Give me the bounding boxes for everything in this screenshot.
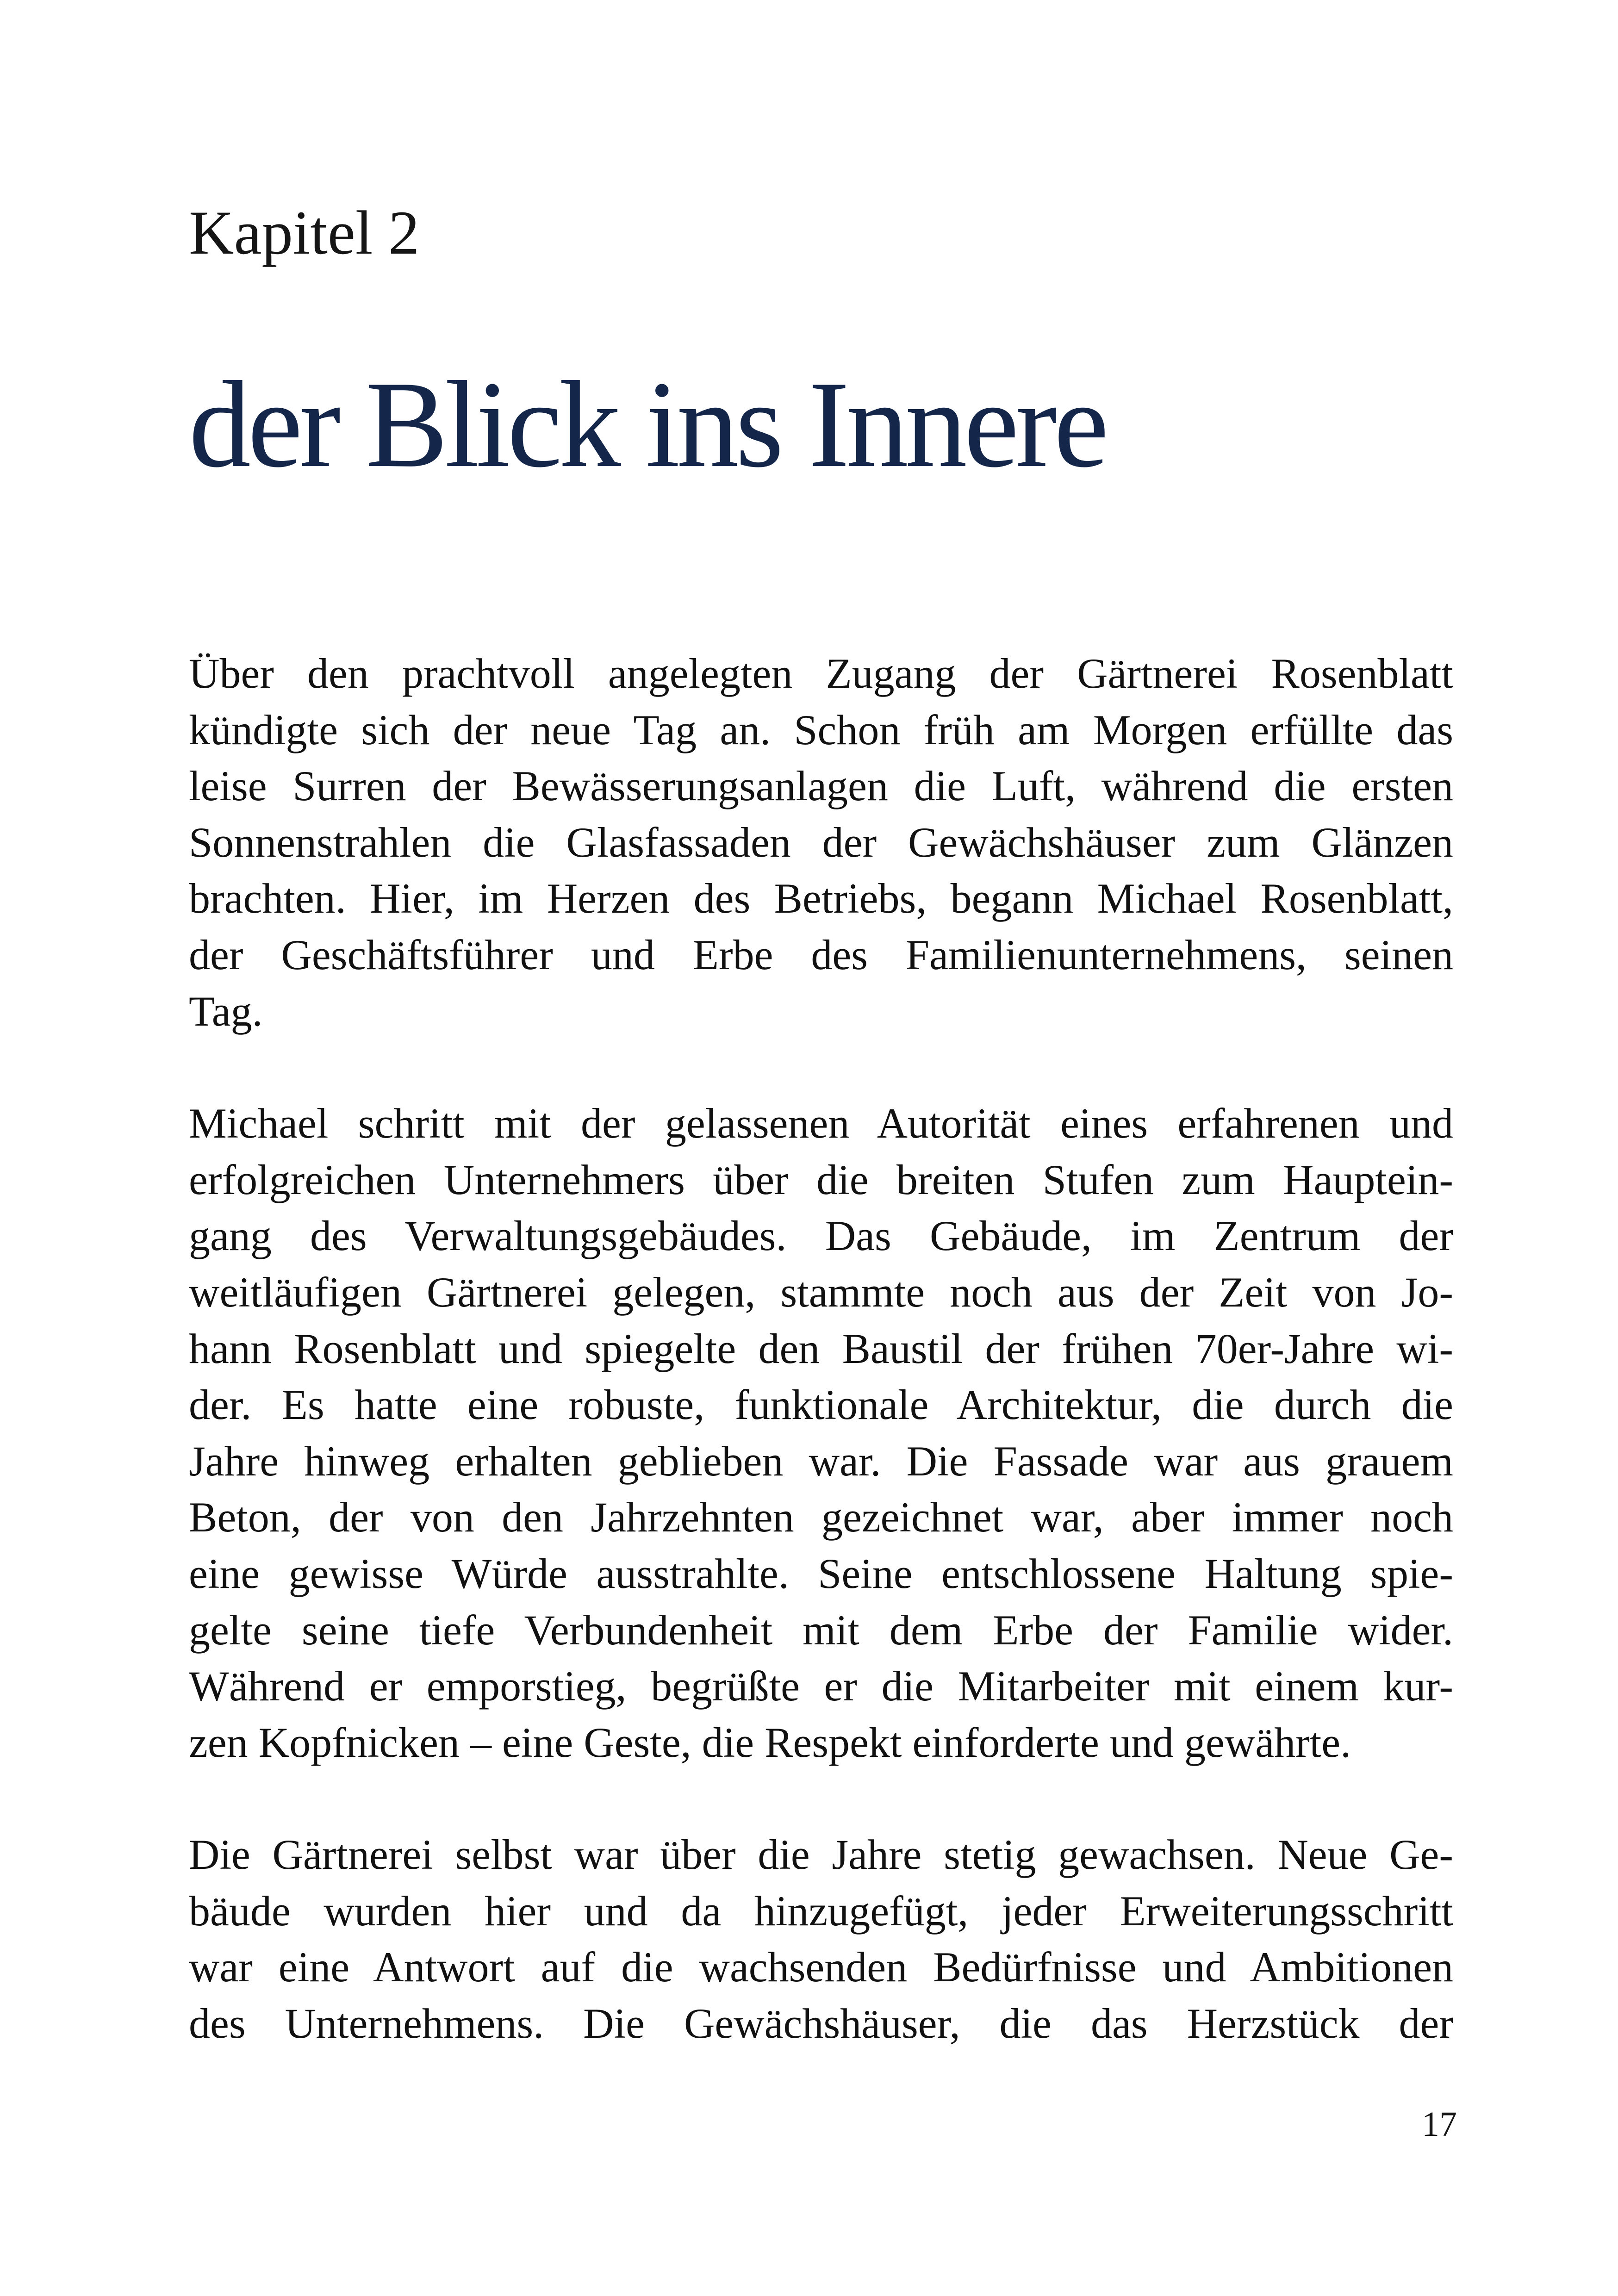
text-line: Beton, der von den Jahrzehnten gezeichnet war, aber immer noch — [189, 1493, 1453, 1541]
text-line: Die Gärtnerei selbst war über die Jahre stetig gewachsen. Neue Ge- — [189, 1831, 1453, 1879]
text-line: Jahre hinweg erhalten geblieben war. Die Fassade war aus grauem — [189, 1437, 1453, 1485]
text-line: bäude wurden hier und da hinzugefügt, jeder Erweiterungsschritt — [189, 1887, 1453, 1935]
paragraph-2 — [189, 1095, 1453, 1771]
text-line: gang des Verwaltungsgebäudes. Das Gebäude, im Zentrum der — [189, 1212, 1453, 1260]
text-line: gelte seine tiefe Verbundenheit mit dem Erbe der Familie wider. — [189, 1606, 1453, 1654]
text-line: zen Kopfnicken – eine Geste, die Respekt einforderte und gewährte. — [189, 1718, 1351, 1766]
page-number: 17 — [1422, 2105, 1457, 2144]
text-line: brachten. Hier, im Herzen des Betriebs, begann Michael Rosenblatt, — [189, 875, 1453, 922]
text-line: Sonnenstrahlen die Glasfassaden der Gewächshäuser zum Glänzen — [189, 818, 1453, 866]
text-line: Tag. — [189, 987, 263, 1035]
text-line: erfolgreichen Unternehmers über die breiten Stufen zum Hauptein- — [189, 1156, 1453, 1203]
chapter-label: Kapitel 2 — [189, 199, 420, 268]
text-line: der. Es hatte eine robuste, funktionale Architektur, die durch die — [189, 1381, 1453, 1429]
text-line: weitläufigen Gärtnerei gelegen, stammte noch aus der Zeit von Jo- — [189, 1268, 1453, 1316]
paragraph-3 — [189, 1827, 1453, 2052]
text-line: der Geschäftsführer und Erbe des Familienunternehmens, seinen — [189, 931, 1453, 978]
text-line: kündigte sich der neue Tag an. Schon früh am Morgen erfüllte das — [189, 706, 1453, 753]
text-line: Michael schritt mit der gelassenen Autorität eines erfahrenen und — [189, 1100, 1453, 1147]
text-line: Über den prachtvoll angelegten Zugang der Gärtnerei Rosenblatt — [189, 650, 1453, 697]
text-line: war eine Antwort auf die wachsenden Bedürfnisse und Ambitionen — [189, 1943, 1453, 1991]
text-line: leise Surren der Bewässerungsanlagen die Luft, während die ersten — [189, 762, 1453, 810]
text-line: Während er emporstieg, begrüßte er die Mitarbeiter mit einem kur- — [189, 1662, 1453, 1710]
paragraph-1 — [189, 646, 1453, 1039]
text-line: hann Rosenblatt und spiegelte den Baustil der frühen 70er-Jahre wi- — [189, 1325, 1453, 1372]
text-line: des Unternehmens. Die Gewächshäuser, die das Herzstück der — [189, 2000, 1453, 2047]
chapter-title: der Blick ins Innere — [189, 355, 1106, 493]
body-text — [189, 646, 1453, 2108]
text-line: eine gewisse Würde ausstrahlte. Seine entschlossene Haltung spie- — [189, 1549, 1453, 1597]
